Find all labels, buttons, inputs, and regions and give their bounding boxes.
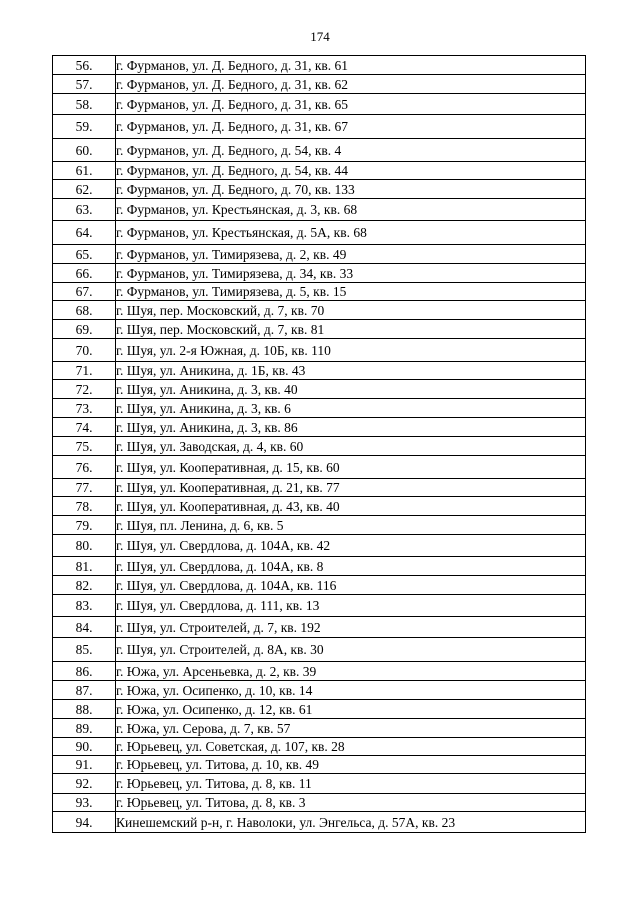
row-number: 78. — [53, 497, 116, 516]
row-address: г. Южа, ул. Серова, д. 7, кв. 57 — [116, 719, 586, 738]
row-number: 67. — [53, 283, 116, 301]
table-row — [53, 756, 586, 774]
table-row — [53, 437, 586, 456]
table-row — [53, 719, 586, 738]
row-number: 69. — [53, 320, 116, 339]
row-number: 61. — [53, 162, 116, 180]
row-number: 80. — [53, 535, 116, 557]
row-address: г. Южа, ул. Осипенко, д. 10, кв. 14 — [116, 681, 586, 700]
row-address: г. Шуя, пер. Московский, д. 7, кв. 70 — [116, 301, 586, 320]
table-row — [53, 535, 586, 557]
row-address: г. Юрьевец, ул. Советская, д. 107, кв. 28 — [116, 738, 586, 756]
row-address: г. Шуя, ул. Аникина, д. 1Б, кв. 43 — [116, 362, 586, 380]
row-address: г. Шуя, ул. Свердлова, д. 111, кв. 13 — [116, 595, 586, 617]
table-row — [53, 75, 586, 94]
table-row — [53, 162, 586, 180]
table-row — [53, 56, 586, 75]
row-address: г. Фурманов, ул. Д. Бедного, д. 31, кв. 67 — [116, 115, 586, 139]
row-number: 94. — [53, 812, 116, 833]
row-address: г. Фурманов, ул. Тимирязева, д. 34, кв. 33 — [116, 264, 586, 283]
row-address: Кинешемский р-н, г. Наволоки, ул. Энгельса, д. 57А, кв. 23 — [116, 812, 586, 833]
row-number: 62. — [53, 180, 116, 199]
row-number: 77. — [53, 479, 116, 497]
row-number: 92. — [53, 774, 116, 794]
row-number: 75. — [53, 437, 116, 456]
row-number: 68. — [53, 301, 116, 320]
row-address: г. Фурманов, ул. Д. Бедного, д. 54, кв. 4 — [116, 139, 586, 162]
table-row — [53, 399, 586, 418]
table-row — [53, 199, 586, 221]
table-row — [53, 320, 586, 339]
row-address: г. Фурманов, ул. Крестьянская, д. 3, кв. 68 — [116, 199, 586, 221]
row-number: 66. — [53, 264, 116, 283]
row-address: г. Юрьевец, ул. Титова, д. 8, кв. 11 — [116, 774, 586, 794]
row-number: 89. — [53, 719, 116, 738]
row-number: 63. — [53, 199, 116, 221]
row-address: г. Шуя, ул. Кооперативная, д. 15, кв. 60 — [116, 456, 586, 479]
table-row — [53, 617, 586, 638]
table-row — [53, 456, 586, 479]
row-address: г. Шуя, ул. Заводская, д. 4, кв. 60 — [116, 437, 586, 456]
table-row — [53, 497, 586, 516]
table-row — [53, 339, 586, 362]
table-row — [53, 557, 586, 576]
table-row — [53, 418, 586, 437]
row-number: 91. — [53, 756, 116, 774]
row-address: г. Фурманов, ул. Д. Бедного, д. 70, кв. 133 — [116, 180, 586, 199]
row-number: 82. — [53, 576, 116, 595]
row-address: г. Юрьевец, ул. Титова, д. 10, кв. 49 — [116, 756, 586, 774]
row-address: г. Шуя, ул. Свердлова, д. 104А, кв. 8 — [116, 557, 586, 576]
row-address: г. Шуя, пер. Московский, д. 7, кв. 81 — [116, 320, 586, 339]
table-row — [53, 221, 586, 245]
row-number: 84. — [53, 617, 116, 638]
row-number: 83. — [53, 595, 116, 617]
table-row — [53, 774, 586, 794]
row-number: 74. — [53, 418, 116, 437]
table-row — [53, 139, 586, 162]
table-row — [53, 700, 586, 719]
table-row — [53, 738, 586, 756]
row-number: 57. — [53, 75, 116, 94]
row-number: 93. — [53, 794, 116, 812]
row-address: г. Шуя, ул. Свердлова, д. 104А, кв. 116 — [116, 576, 586, 595]
table-row — [53, 638, 586, 662]
table-row — [53, 94, 586, 115]
row-address: г. Шуя, ул. Строителей, д. 8А, кв. 30 — [116, 638, 586, 662]
row-address: г. Шуя, пл. Ленина, д. 6, кв. 5 — [116, 516, 586, 535]
row-number: 79. — [53, 516, 116, 535]
table-row — [53, 380, 586, 399]
row-number: 87. — [53, 681, 116, 700]
table-row — [53, 516, 586, 535]
row-number: 70. — [53, 339, 116, 362]
row-number: 81. — [53, 557, 116, 576]
row-address: г. Шуя, ул. Аникина, д. 3, кв. 40 — [116, 380, 586, 399]
row-address: г. Фурманов, ул. Крестьянская, д. 5А, кв. 68 — [116, 221, 586, 245]
table-row — [53, 245, 586, 264]
table-row — [53, 362, 586, 380]
row-number: 65. — [53, 245, 116, 264]
row-number: 73. — [53, 399, 116, 418]
table-row — [53, 180, 586, 199]
row-number: 88. — [53, 700, 116, 719]
row-number: 64. — [53, 221, 116, 245]
row-number: 90. — [53, 738, 116, 756]
row-number: 60. — [53, 139, 116, 162]
row-address: г. Фурманов, ул. Д. Бедного, д. 31, кв. 61 — [116, 56, 586, 75]
address-table — [52, 55, 586, 833]
page-number: 174 — [310, 29, 330, 44]
table-row — [53, 301, 586, 320]
address-table-body — [53, 56, 586, 833]
table-row — [53, 812, 586, 833]
row-number: 71. — [53, 362, 116, 380]
row-number: 56. — [53, 56, 116, 75]
row-number: 76. — [53, 456, 116, 479]
row-address: г. Шуя, ул. 2-я Южная, д. 10Б, кв. 110 — [116, 339, 586, 362]
table-row — [53, 595, 586, 617]
row-number: 86. — [53, 662, 116, 681]
row-address: г. Фурманов, ул. Д. Бедного, д. 54, кв. 44 — [116, 162, 586, 180]
row-address: г. Фурманов, ул. Тимирязева, д. 2, кв. 49 — [116, 245, 586, 264]
table-row — [53, 662, 586, 681]
row-address: г. Фурманов, ул. Тимирязева, д. 5, кв. 15 — [116, 283, 586, 301]
row-address: г. Южа, ул. Осипенко, д. 12, кв. 61 — [116, 700, 586, 719]
row-address: г. Шуя, ул. Кооперативная, д. 21, кв. 77 — [116, 479, 586, 497]
row-number: 85. — [53, 638, 116, 662]
row-number: 72. — [53, 380, 116, 399]
row-address: г. Фурманов, ул. Д. Бедного, д. 31, кв. 65 — [116, 94, 586, 115]
row-number: 58. — [53, 94, 116, 115]
row-address: г. Шуя, ул. Строителей, д. 7, кв. 192 — [116, 617, 586, 638]
row-address: г. Шуя, ул. Аникина, д. 3, кв. 6 — [116, 399, 586, 418]
table-row — [53, 264, 586, 283]
row-address: г. Шуя, ул. Свердлова, д. 104А, кв. 42 — [116, 535, 586, 557]
row-address: г. Шуя, ул. Кооперативная, д. 43, кв. 40 — [116, 497, 586, 516]
row-address: г. Шуя, ул. Аникина, д. 3, кв. 86 — [116, 418, 586, 437]
row-address: г. Южа, ул. Арсеньевка, д. 2, кв. 39 — [116, 662, 586, 681]
row-address: г. Фурманов, ул. Д. Бедного, д. 31, кв. 62 — [116, 75, 586, 94]
row-number: 59. — [53, 115, 116, 139]
table-row — [53, 283, 586, 301]
table-row — [53, 681, 586, 700]
table-row — [53, 794, 586, 812]
row-address: г. Юрьевец, ул. Титова, д. 8, кв. 3 — [116, 794, 586, 812]
table-row — [53, 576, 586, 595]
table-row — [53, 479, 586, 497]
table-row — [53, 115, 586, 139]
